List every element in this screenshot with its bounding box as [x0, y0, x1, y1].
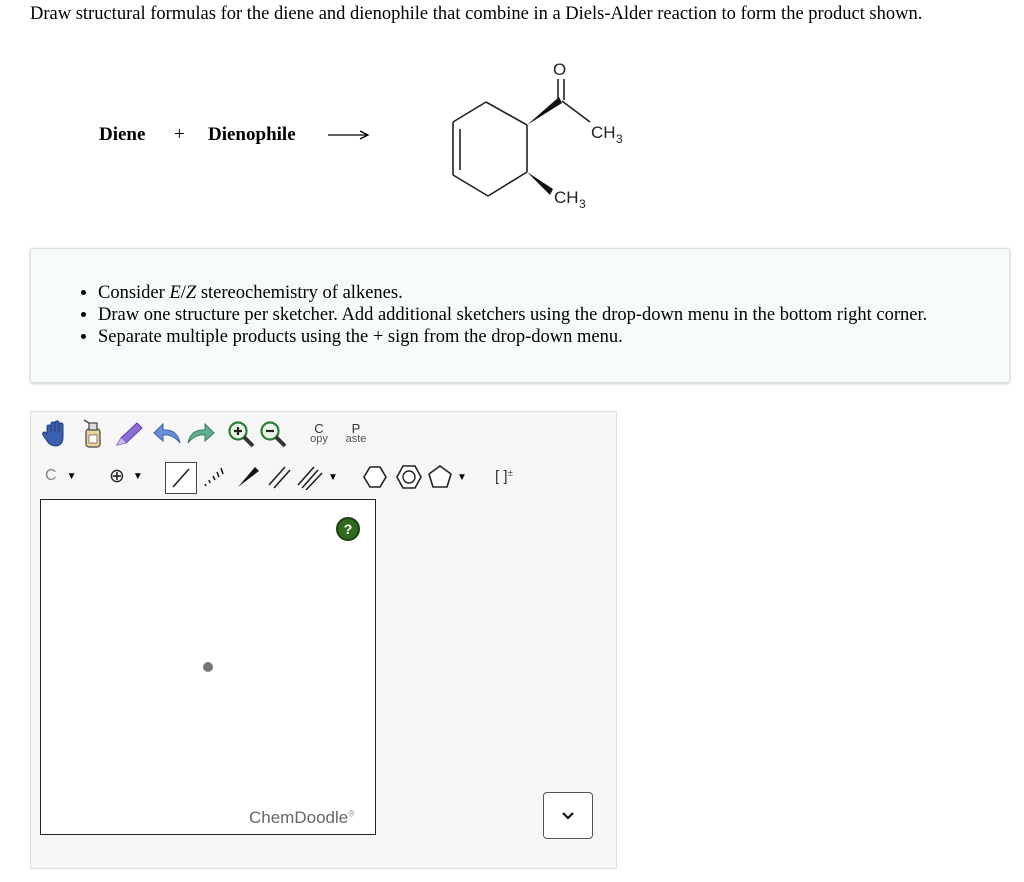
ring-selector[interactable] — [427, 462, 477, 492]
instruction-item: • Separate multiple products using the + sign from the drop-down menu. — [98, 326, 1009, 348]
undo-icon[interactable] — [153, 419, 183, 449]
brand-text: ChemDoodle — [249, 808, 349, 827]
instructions-list — [31, 282, 1009, 348]
double-bond-tool[interactable] — [264, 462, 294, 492]
instruction-slash: / — [180, 283, 186, 303]
copy-label-bottom: opy — [310, 433, 328, 445]
bracket-charge-label: ± — [507, 467, 513, 479]
help-button[interactable]: ? — [336, 517, 360, 541]
paste-button[interactable] — [341, 417, 371, 451]
wedge-bond-icon — [234, 465, 260, 489]
caret-down-icon: ▼ — [328, 471, 338, 483]
instruction-text: stereochemistry of alkenes. — [196, 283, 403, 303]
canvas-cursor-dot — [203, 662, 213, 672]
oxygen-label: O — [553, 60, 567, 79]
triple-bond-selector[interactable] — [296, 462, 350, 492]
instruction-item — [98, 282, 1009, 304]
lasso-pen-icon[interactable] — [114, 419, 144, 449]
atom-label: C — [45, 467, 57, 484]
brand-mark: ® — [348, 808, 355, 819]
reaction-arrow-icon — [327, 128, 371, 142]
zoom-out-icon[interactable] — [258, 419, 288, 449]
wedge-bond-tool[interactable] — [232, 462, 262, 492]
triple-bond-icon — [296, 464, 324, 490]
instruction-e: E — [169, 283, 181, 303]
redo-icon[interactable] — [185, 419, 215, 449]
pentagon-icon — [427, 464, 453, 490]
methyl-top-label: CH — [591, 123, 616, 142]
hexagon-icon — [362, 464, 388, 490]
methyl-bottom-label: CH — [554, 188, 579, 207]
charge-selector[interactable] — [105, 461, 157, 491]
paste-label-top: P — [351, 421, 361, 436]
zoom-in-icon[interactable] — [226, 419, 256, 449]
benzene-icon — [395, 464, 423, 490]
instruction-text: Consider — [98, 283, 170, 303]
product-structure — [440, 55, 650, 215]
plus-sign: + — [174, 124, 185, 145]
hashed-bond-tool[interactable] — [198, 462, 228, 492]
chemdoodle-sketcher — [30, 411, 617, 869]
dienophile-label: Dienophile — [208, 124, 296, 145]
instruction-z: Z — [185, 283, 197, 303]
instruction-item: • Draw one structure per sketcher. Add additional sketchers using the drop-down menu in the bottom right corner. — [98, 304, 1009, 326]
caret-down-icon: ▼ — [66, 470, 77, 482]
paste-label-bottom: aste — [345, 433, 367, 445]
eraser-bottle-icon[interactable] — [78, 419, 108, 449]
diene-label: Diene — [99, 124, 146, 145]
benzene-tool[interactable] — [394, 462, 424, 492]
add-sketcher-dropdown[interactable] — [543, 792, 593, 839]
chemdoodle-logo — [249, 808, 355, 828]
cyclohexane-tool[interactable] — [360, 462, 390, 492]
hashed-bond-icon — [200, 465, 226, 489]
bracket-tool[interactable] — [486, 461, 522, 491]
copy-button[interactable] — [304, 417, 334, 451]
question-text: Draw structural formulas for the diene and dienophile that combine in a Diels-Alder reaction to form the product shown. — [30, 4, 923, 24]
charge-plus-icon: ⊕ — [109, 465, 125, 487]
atom-selector[interactable] — [40, 461, 92, 491]
methyl-top-subscript: 3 — [616, 132, 623, 146]
methyl-bottom-subscript: 3 — [579, 197, 586, 211]
copy-label-top: C — [314, 421, 324, 436]
single-bond-tool[interactable] — [165, 462, 197, 494]
single-bond-icon — [169, 466, 193, 490]
drawing-canvas[interactable] — [40, 499, 376, 835]
double-bond-icon — [266, 465, 292, 489]
bracket-label: [ ] — [494, 467, 508, 485]
hand-icon[interactable] — [40, 419, 70, 449]
chevron-down-icon — [561, 811, 575, 821]
instructions-panel — [30, 248, 1010, 383]
caret-down-icon: ▼ — [457, 471, 467, 483]
caret-down-icon: ▼ — [132, 470, 143, 482]
